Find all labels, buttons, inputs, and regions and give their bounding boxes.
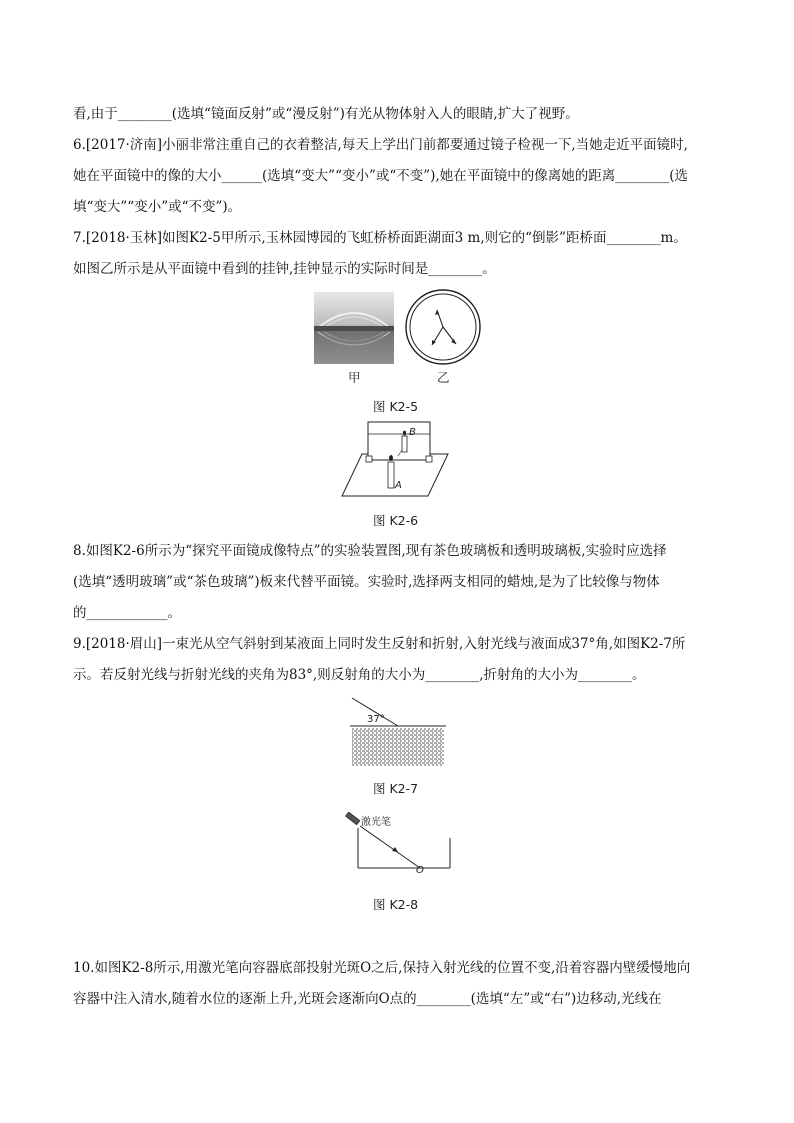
- laser-pen-label: 激光笔: [361, 817, 391, 828]
- question-9-line-1: 9.[2018·眉山]一束光从空气斜射到某液面上同时发生反射和折射,入射光线与液面成37°角,如图K2-7所: [73, 636, 686, 652]
- liquid-surface-figure: [350, 690, 446, 768]
- question-8-line-1: 8.如图K2-6所示为“探究平面镜成像特点”的实验装置图,现有茶色玻璃板和透明玻璃板,实验时应选择: [73, 543, 667, 559]
- caption-k2-6: 图 K2-6: [373, 513, 419, 528]
- figure-label-yi: 乙: [437, 370, 450, 385]
- caption-k2-5: 图 K2-5: [373, 399, 419, 414]
- bridge-photo: [314, 292, 394, 364]
- question-7-line-2: 如图乙所示是从平面镜中看到的挂钟,挂钟显示的实际时间是________。: [73, 261, 496, 277]
- figure-label-jia: 甲: [348, 370, 361, 385]
- text-line-1: 看,由于________(选填“镜面反射”或“漫反射”)有光从物体射入人的眼睛,扩大了视野。: [73, 106, 579, 122]
- label-a: A: [395, 480, 402, 491]
- question-10-line-2: 容器中注入清水,随着水位的逐渐上升,光斑会逐渐向O点的________(选填“左”或“右”)边移动,光线在: [73, 991, 662, 1007]
- question-6-line-2: 她在平面镜中的像的大小______(选填“变大”“变小”或“不变”),她在平面镜中的像离她的距离________(选: [73, 168, 689, 184]
- laser-container-figure: [342, 812, 458, 876]
- label-b: B: [409, 427, 416, 438]
- wall-clock-figure: [404, 288, 482, 366]
- caption-k2-7: 图 K2-7: [373, 781, 419, 796]
- caption-k2-8: 图 K2-8: [373, 897, 419, 912]
- question-6-line-3: 填“变大”“变小”或“不变”)。: [73, 199, 242, 215]
- question-7-line-1: 7.[2018·玉林]如图K2-5甲所示,玉林园博园的飞虹桥桥面距湖面3 m,则它的“倒影”距桥面________m。: [73, 230, 687, 246]
- question-10-line-1: 10.如图K2-8所示,用激光笔向容器底部投射光斑O之后,保持入射光线的位置不变,沿着容器内壁缓慢地向: [73, 960, 691, 976]
- question-6-line-1: 6.[2017·济南]小丽非常注重自己的衣着整洁,每天上学出门前都要通过镜子检视一下,当她走近平面镜时,: [73, 137, 688, 153]
- question-9-line-2: 示。若反射光线与折射光线的夹角为83°,则反射角的大小为________,折射角的大小为________。: [73, 667, 646, 683]
- angle-label: 37°: [367, 714, 385, 725]
- point-o-label: O: [416, 865, 424, 876]
- question-8-line-3: 的____________。: [73, 605, 181, 621]
- question-8-line-2: (选填“透明玻璃”或“茶色玻璃”)板来代替平面镜。实验时,选择两支相同的蜡烛,是为了比较像与物体: [73, 574, 660, 590]
